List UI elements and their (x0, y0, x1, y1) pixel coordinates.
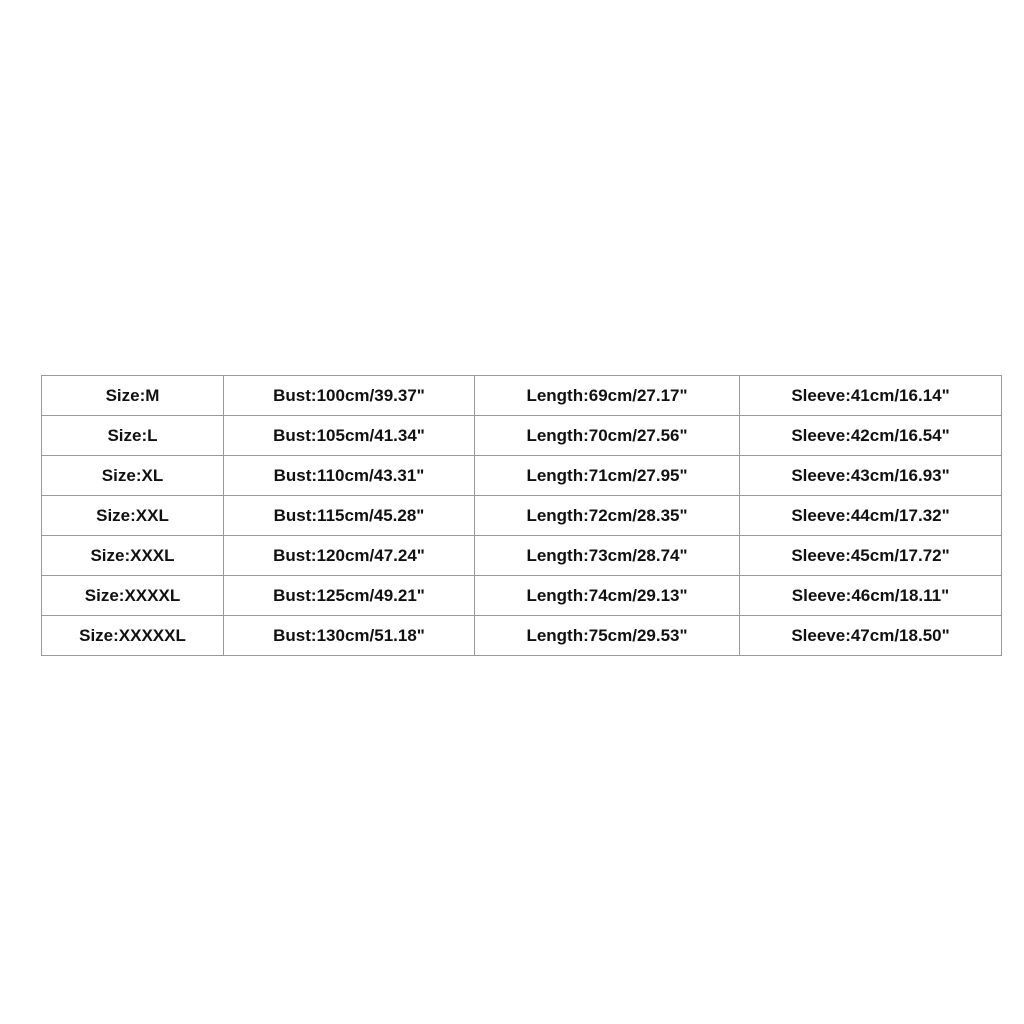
sleeve-cell: Sleeve:44cm/17.32" (740, 496, 1002, 536)
length-cell: Length:72cm/28.35" (475, 496, 740, 536)
table-row (42, 416, 1002, 456)
sleeve-cell: Sleeve:45cm/17.72" (740, 536, 1002, 576)
size-cell: Size:XXXXXL (42, 616, 224, 656)
size-cell: Size:XL (42, 456, 224, 496)
sleeve-cell: Sleeve:41cm/16.14" (740, 376, 1002, 416)
length-cell: Length:74cm/29.13" (475, 576, 740, 616)
size-cell: Size:XXXXL (42, 576, 224, 616)
table-row (42, 456, 1002, 496)
bust-cell: Bust:115cm/45.28" (224, 496, 475, 536)
size-cell: Size:M (42, 376, 224, 416)
table-row (42, 616, 1002, 656)
bust-cell: Bust:120cm/47.24" (224, 536, 475, 576)
bust-cell: Bust:105cm/41.34" (224, 416, 475, 456)
sleeve-cell: Sleeve:42cm/16.54" (740, 416, 1002, 456)
table-row (42, 496, 1002, 536)
size-chart-table (41, 375, 1002, 656)
sleeve-cell: Sleeve:47cm/18.50" (740, 616, 1002, 656)
length-cell: Length:73cm/28.74" (475, 536, 740, 576)
bust-cell: Bust:130cm/51.18" (224, 616, 475, 656)
length-cell: Length:71cm/27.95" (475, 456, 740, 496)
size-cell: Size:XXXL (42, 536, 224, 576)
size-chart-body (42, 376, 1002, 656)
sleeve-cell: Sleeve:43cm/16.93" (740, 456, 1002, 496)
size-cell: Size:L (42, 416, 224, 456)
bust-cell: Bust:100cm/39.37" (224, 376, 475, 416)
sleeve-cell: Sleeve:46cm/18.11" (740, 576, 1002, 616)
bust-cell: Bust:110cm/43.31" (224, 456, 475, 496)
size-cell: Size:XXL (42, 496, 224, 536)
table-row (42, 536, 1002, 576)
length-cell: Length:69cm/27.17" (475, 376, 740, 416)
length-cell: Length:70cm/27.56" (475, 416, 740, 456)
table-row (42, 576, 1002, 616)
table-row (42, 376, 1002, 416)
length-cell: Length:75cm/29.53" (475, 616, 740, 656)
bust-cell: Bust:125cm/49.21" (224, 576, 475, 616)
